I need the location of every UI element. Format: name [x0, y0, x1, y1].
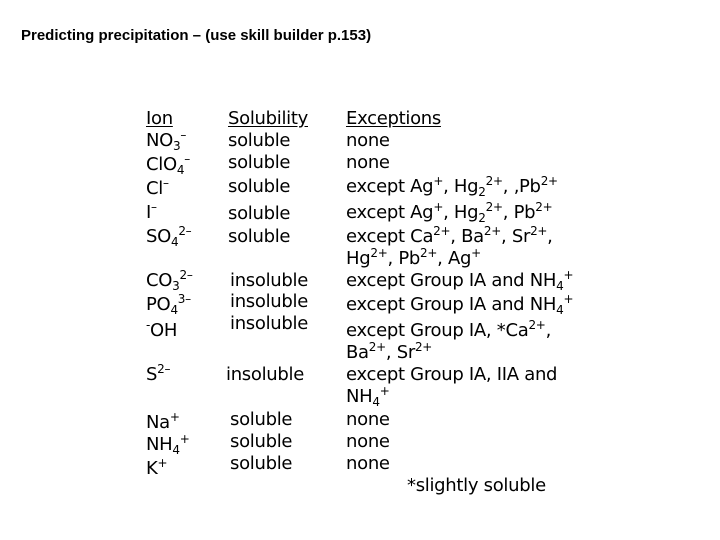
exception-sulfide-line1: except Group IA, IIA and	[346, 364, 558, 385]
exception-iodide: except Ag+, $Hg_2^{2+}$, $Pb^{2+}$	[346, 200, 553, 225]
exception-phosphate: except Group IA and $NH_4^+$	[346, 292, 574, 317]
exception-perchlorate: none	[346, 152, 390, 173]
ion-sodium: Na+	[146, 410, 180, 433]
exception-potassium: none	[346, 453, 390, 474]
ion-ammonium: $NH_4^+$	[146, 432, 190, 457]
solubility-carbonate: insoluble	[230, 270, 309, 291]
solubility-nitrate: soluble	[228, 130, 291, 151]
solubility-column-header: Solubility	[228, 108, 308, 129]
solubility-phosphate: insoluble	[230, 291, 309, 312]
exception-hydroxide-line2: $Ba^{2+}$, $Sr^{2+}$	[346, 340, 433, 363]
solubility-sulfide: insoluble	[226, 364, 305, 385]
ion-carbonate: $CO_3^{2-}$	[146, 268, 193, 293]
solubility-hydroxide: insoluble	[230, 313, 309, 334]
ion-perchlorate: ClO$_4$–	[146, 152, 190, 177]
exception-sulfate-line1: except $Ca^{2+}$, $Ba^{2+}$, $Sr^{2+}$,	[346, 224, 553, 247]
ion-hydroxide: -OH	[146, 318, 178, 341]
ion-sulfide: $S^{2-}$	[146, 362, 171, 385]
exception-sulfate-line2: $Hg^{2+}$, $Pb^{2+}$, Ag+	[346, 246, 481, 269]
page-title: Predicting precipitation – (use skill builder p.153)	[21, 27, 372, 44]
exceptions-column-header: Exceptions	[346, 108, 441, 129]
exception-nitrate: none	[346, 130, 390, 151]
exception-sulfide-line2: $NH_4^+$	[346, 384, 390, 409]
solubility-sodium: soluble	[230, 409, 293, 430]
solubility-sulfate: soluble	[228, 226, 291, 247]
exception-hydroxide-line1: except Group IA, $*Ca^{2+}$,	[346, 318, 551, 341]
ion-iodide: I–	[146, 200, 157, 223]
ion-phosphate: $PO_4^{3-}$	[146, 292, 191, 317]
solubility-iodide: soluble	[228, 203, 291, 224]
solubility-perchlorate: soluble	[228, 152, 291, 173]
solubility-potassium: soluble	[230, 453, 293, 474]
ion-nitrate: $NO_3^-$	[146, 128, 187, 153]
ion-column-header: Ion	[146, 108, 173, 129]
solubility-chloride: soluble	[228, 176, 291, 197]
ion-sulfate: $SO_4^{2-}$	[146, 224, 192, 249]
ion-chloride: Cl–	[146, 176, 169, 199]
exception-ammonium: none	[346, 431, 390, 452]
solubility-ammonium: soluble	[230, 431, 293, 452]
ion-potassium: K+	[146, 456, 168, 479]
exception-carbonate: except Group IA and $NH_4^+$	[346, 268, 574, 293]
footnote-slightly-soluble: *slightly soluble	[407, 475, 546, 496]
exception-chloride: except Ag+, $Hg_2^{2+}$, $‚Pb^{2+}$	[346, 174, 558, 199]
exception-sodium: none	[346, 409, 390, 430]
